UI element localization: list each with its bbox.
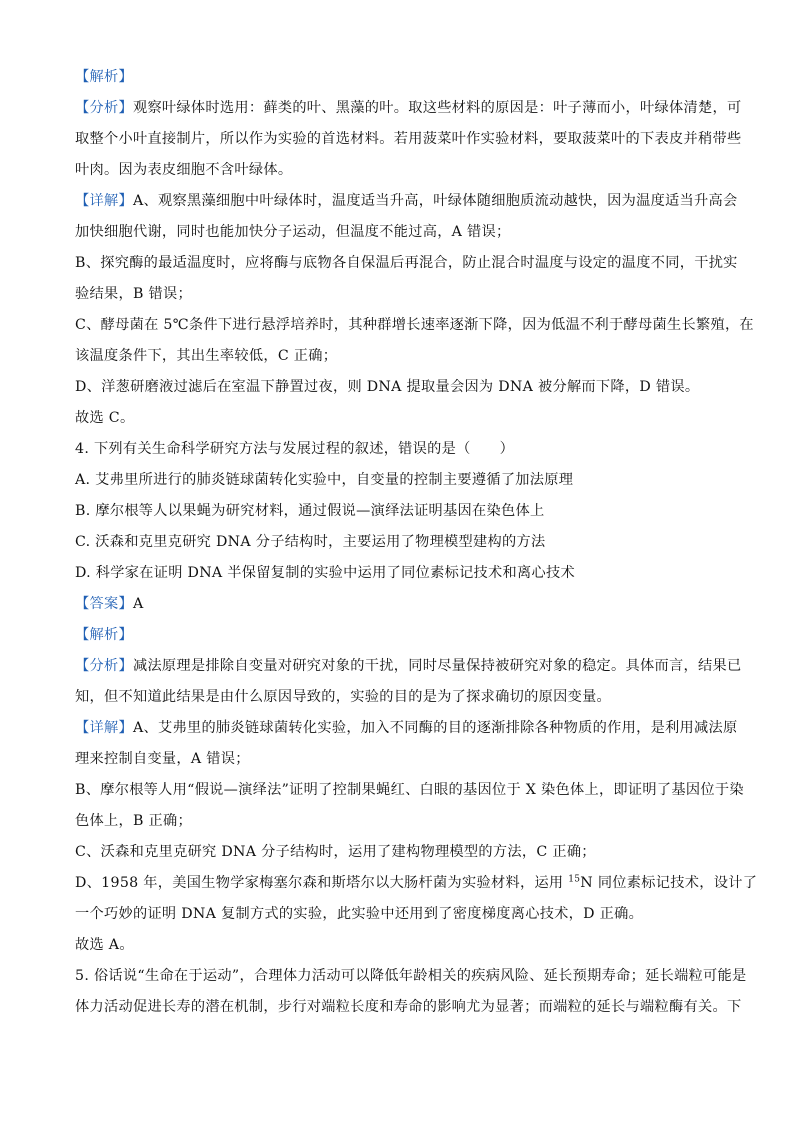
fenxi-line: 叶肉。因为表皮细胞不含叶绿体。 (75, 162, 293, 178)
document-content (75, 62, 758, 1023)
xiangjie-line (75, 186, 738, 217)
xiangjie-line: 加快细胞代谢，同时也能加快分子运动，但温度不能过高，A 错误； (75, 224, 511, 240)
xiangjie-tag: 【详解】 (75, 193, 133, 209)
jiexi-heading (75, 620, 725, 651)
xiangjie-tag: 【详解】 (75, 720, 133, 736)
jiexi-heading (75, 62, 725, 93)
isotope-superscript: 15 (568, 874, 581, 885)
fenxi-text: 观察叶绿体时选用：藓类的叶、黑藻的叶。取这些材料的原因是：叶子薄而小，叶绿体清楚，可 (132, 100, 742, 116)
conclusion-line: 故选 A。 (75, 937, 134, 953)
line-d-pre: D、1958 年，美国生物学家梅塞尔森和斯塔尔以大肠杆菌为实验材料，运用 (75, 875, 569, 891)
xiangjie-text: A、艾弗里的肺炎链球菌转化实验，加入不同酶的目的逐渐排除各种物质的作用，是利用减法原 (132, 720, 738, 736)
answer-line (75, 589, 725, 620)
option-d: D. 科学家在证明 DNA 半保留复制的实验中运用了同位素标记技术和离心技术 (75, 565, 575, 581)
xiangjie-line (75, 868, 758, 899)
jiexi-tag: 【解析】 (75, 69, 133, 85)
question-stem: 体力活动促进长寿的潜在机制，步行对端粒长度和寿命的影响尤为显著；而端粒的延长与端粒酶有关。下 (75, 999, 742, 1015)
line-d-post: N 同位素标记技术，设计了 (580, 875, 758, 891)
question-stem: 5. 俗话说“生命在于运动”，合理体力活动可以降低年龄相关的疾病风险、延长预期寿命；延长端粒可能是 (75, 968, 747, 984)
fenxi-text: 减法原理是排除自变量对研究对象的干扰，同时尽量保持被研究对象的稳定。具体而言，结果已 (132, 658, 742, 674)
conclusion-line: 故选 C。 (75, 410, 135, 426)
option-b: B. 摩尔根等人以果蝇为研究材料，通过假说—演绎法证明基因在染色体上 (75, 503, 545, 519)
question-stem: 4. 下列有关生命科学研究方法与发展过程的叙述，错误的是（ ） (75, 441, 515, 457)
fenxi-line: 知，但不知道此结果是由什么原因导致的，实验的目的是为了探求确切的原因变量。 (75, 689, 612, 705)
jiexi-tag: 【解析】 (75, 627, 133, 643)
option-c: C. 沃森和克里克研究 DNA 分子结构时，主要运用了物理模型建构的方法 (75, 534, 546, 550)
fenxi-line (75, 93, 742, 124)
xiangjie-line: C、沃森和克里克研究 DNA 分子结构时，运用了建构物理模型的方法，C 正确； (75, 844, 596, 860)
xiangjie-line: B、摩尔根等人用“假说—演绎法”证明了控制果蝇红、白眼的基因位于 X 染色体上，即证明了基因位于染 (75, 782, 744, 798)
xiangjie-line: 色体上，B 正确； (75, 813, 192, 829)
xiangjie-line: C、酵母菌在 5℃条件下进行悬浮培养时，其种群增长速率逐渐下降，因为低温不利于酵母菌生长繁殖，在 (75, 317, 754, 333)
answer-tag: 【答案】 (75, 596, 133, 612)
answer-value: A (132, 596, 144, 612)
xiangjie-line (75, 713, 738, 744)
xiangjie-line: D、洋葱研磨液过滤后在室温下静置过夜，则 DNA 提取量会因为 DNA 被分解而下降，D 错误。 (75, 379, 700, 395)
fenxi-tag: 【分析】 (75, 100, 133, 116)
fenxi-line: 取整个小叶直接制片，所以作为实验的首选材料。若用菠菜叶作实验材料，要取菠菜叶的下表皮并稍带些 (75, 131, 742, 147)
fenxi-tag: 【分析】 (75, 658, 133, 674)
option-a: A. 艾弗里所进行的肺炎链球菌转化实验中，自变量的控制主要遵循了加法原理 (75, 472, 574, 488)
xiangjie-line: B、探究酶的最适温度时，应将酶与底物各自保温后再混合，防止混合时温度与设定的温度不同，干扰实 (75, 255, 738, 271)
fenxi-line (75, 651, 742, 682)
xiangjie-line: 该温度条件下，其出生率较低，C 正确； (75, 348, 338, 364)
xiangjie-line: 验结果，B 错误； (75, 286, 192, 302)
xiangjie-line: 理来控制自变量，A 错误； (75, 751, 250, 767)
xiangjie-text: A、观察黑藻细胞中叶绿体时，温度适当升高，叶绿体随细胞质流动越快，因为温度适当升高会 (132, 193, 738, 209)
xiangjie-line: 一个巧妙的证明 DNA 复制方式的实验，此实验中还用到了密度梯度离心技术，D 正确。 (75, 906, 644, 922)
